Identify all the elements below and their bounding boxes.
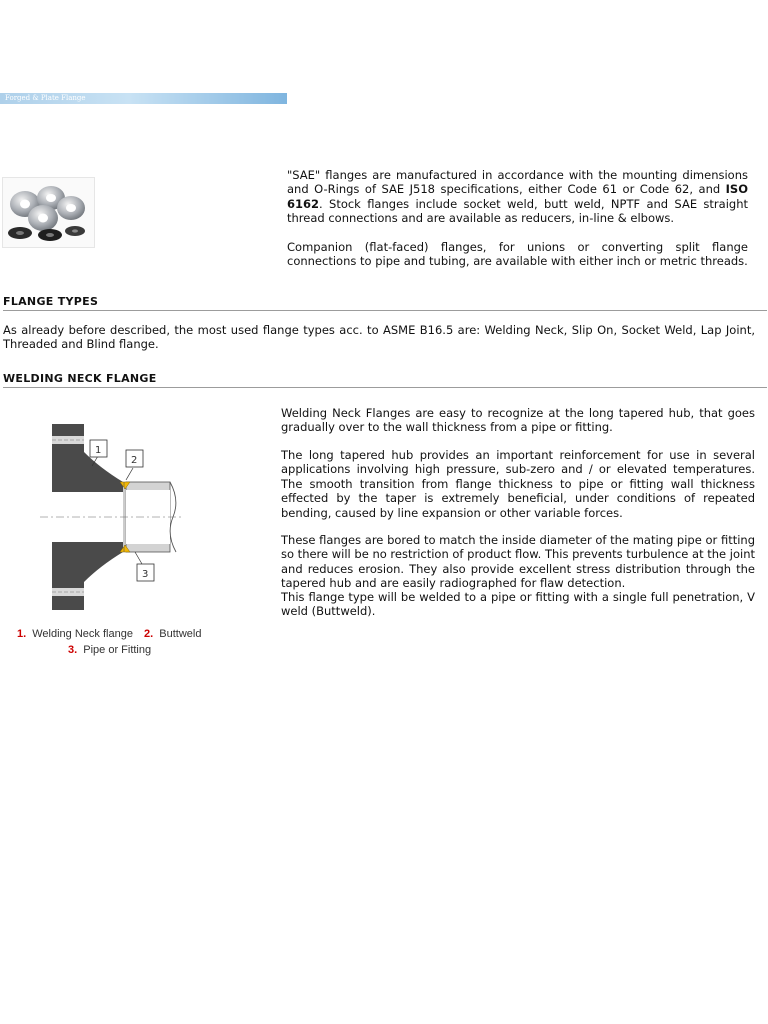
flange-types-text: As already before described, the most used flange types acc. to ASME B16.5 are: Welding Neck, Slip On, Socket Weld, Lap Joint, Threaded and Blind flange. [3, 323, 755, 352]
flanges-product-image [2, 177, 95, 248]
callout-1: 1 [95, 445, 102, 456]
banner-title: Forged & Plate Flange [5, 94, 86, 102]
svg-text:1. Welding Neck flange [17, 628, 201, 640]
welding-neck-heading: WELDING NECK FLANGE [3, 372, 767, 388]
welding-neck-paragraph-4: This flange type will be welded to a pipe or fitting with a single full penetration, V weld (Buttweld). [281, 590, 755, 619]
legend-num-1: 1. [17, 628, 27, 640]
flange-types-heading: FLANGE TYPES [3, 295, 767, 311]
legend-text-3: Pipe or Fitting [83, 644, 152, 656]
callout-3: 3 [142, 569, 149, 580]
legend-num-2: 2. [144, 628, 154, 640]
welding-neck-paragraph-3: These flanges are bored to match the inside diameter of the mating pipe or fitting so there will be no restriction of product flow. This prevents turbulence at the joint and reduces erosion. They also provide excellent stress distribution through the tapered hub and are easily radiographed for flaw detection. [281, 533, 755, 591]
welding-neck-diagram [10, 410, 220, 660]
header-banner [0, 93, 287, 104]
legend-num-3: 3. [68, 644, 78, 656]
legend-text-2: Buttweld [159, 628, 202, 640]
intro-paragraph-1: "SAE" flanges are manufactured in accordance with the mounting dimensions and O-Rings of SAE J518 specifications, either Code 61 or Code 62, and ISO 6162. Stock flanges include socket weld, butt weld, NPTF and SAE straight thread connections and are available as reducers, in-line & elbows. [287, 168, 748, 226]
intro-paragraph-2: Companion (flat-faced) flanges, for unions or converting split flange connections to pipe and tubing, are available with either inch or metric threads. [287, 240, 748, 269]
svg-text:3. Pipe or Fitting [68, 644, 151, 656]
iso-6162-bold: ISO 6162 [287, 182, 748, 211]
callout-2: 2 [131, 455, 138, 466]
legend-text-1: Welding Neck flange [32, 628, 133, 640]
welding-neck-paragraph-2: The long tapered hub provides an important reinforcement for use in several applications involving high pressure, sub-zero and / or elevated temperatures. The smooth transition from flange thickness to pipe or fitting wall thickness effected by the taper is extremely beneficial, under conditions of repeated bending, caused by line expansion or other variable forces. [281, 448, 755, 520]
welding-neck-paragraph-1: Welding Neck Flanges are easy to recognize at the long tapered hub, that goes gradually over to the wall thickness from a pipe or fitting. [281, 406, 755, 435]
